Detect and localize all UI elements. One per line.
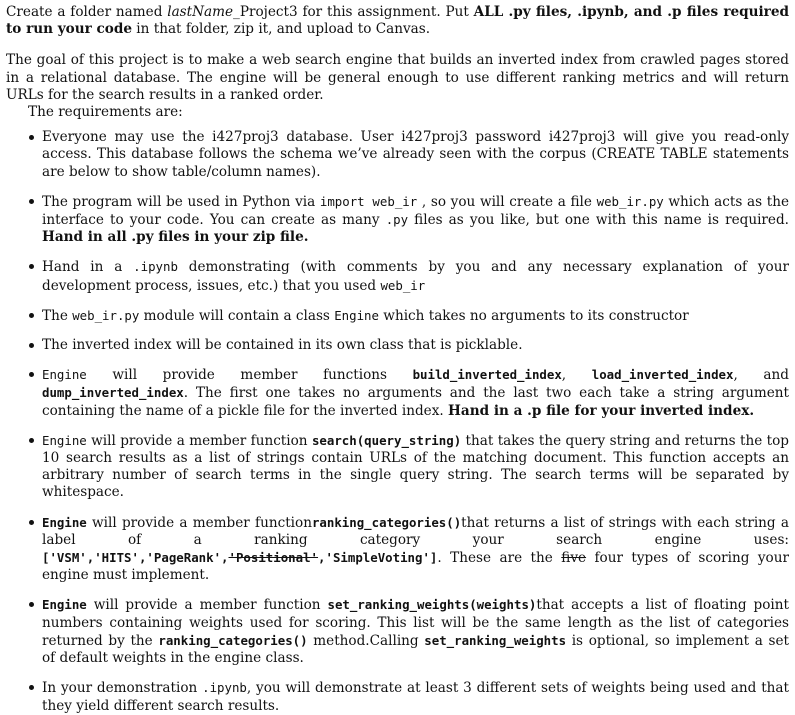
list-item (42, 514, 789, 585)
item-text: will provide a member function (86, 432, 312, 449)
item-text: . These are the (437, 550, 562, 567)
code-span: Engine (334, 307, 379, 323)
item-text: files as you like, but one with this name is required. (408, 212, 789, 229)
intro-text-2: _Project3 for this assignment. Put (233, 4, 474, 20)
code-span: set_ranking_weights(weights) (327, 597, 537, 613)
list-item (42, 337, 789, 354)
code-span: .py (385, 212, 409, 228)
code-span: build_inverted_index (412, 367, 562, 383)
code-span: search(query_string) (311, 432, 462, 448)
item-text: that takes the query string and returns the top 10 search results as a list of strings contain URLs of the matching document. This function accepts an arbitrary number of search terms in the single query string. The search terms will be separated by whitespace. (42, 432, 789, 501)
code-span: dump_inverted_index (42, 385, 184, 401)
intro-text: Create a folder named (6, 4, 168, 20)
item-text: , so you will create a file (417, 193, 597, 210)
code-span: web_ir.py (72, 307, 140, 323)
item-text: which takes no arguments to its constructor (378, 307, 689, 324)
code-span: set_ranking_weights (424, 632, 567, 648)
item-text: module will contain a class (139, 307, 335, 324)
list-item (42, 366, 789, 420)
goal-paragraph: The goal of this project is to make a web search engine that builds an inverted index from crawled pages stored in a relational database. The engine will be general enough to use different ranking metrics and will return URLs for the search results in a ranked order. (6, 52, 789, 103)
list-item (42, 129, 789, 181)
strikethrough-text: five (561, 550, 587, 567)
item-text: . The first one takes no arguments and the last two each take a string argument containing the name of a pickle file for the inverted index. (42, 385, 789, 419)
item-text: , and (733, 367, 789, 384)
item-text: is optional, so implement a set of default weights in the engine class. (42, 632, 789, 667)
code-span: Engine (42, 367, 87, 383)
code-span: .ipynb (133, 259, 178, 275)
list-item (42, 432, 789, 502)
code-span: Engine (42, 514, 87, 530)
item-text: , (561, 367, 592, 384)
code-span: Engine (42, 432, 87, 448)
intro-lastname: lastName (167, 4, 234, 20)
item-text: The (42, 307, 73, 324)
list-item (42, 596, 789, 667)
item-text: which acts as the interface to your code. You can create as many (42, 193, 790, 229)
code-span: import web_ir (319, 193, 418, 209)
code-span: Engine (42, 597, 87, 613)
bold-text: Hand in all .py files in your zip file. (42, 229, 309, 246)
strikethrough-code: 'Positional' (228, 550, 319, 566)
list-item (42, 258, 789, 294)
list-item (42, 193, 789, 247)
bold-text: Hand in a .p file for your inverted index. (448, 402, 755, 419)
item-text: four types of scoring your engine must implement. (42, 550, 789, 584)
code-span: web_ir.py (596, 193, 664, 209)
code-span: ['VSM','HITS','PageRank', (42, 550, 229, 566)
code-span: load_inverted_index (591, 367, 734, 383)
item-text: will provide member functions (86, 367, 413, 384)
code-span: ,'SimpleVoting'] (318, 550, 438, 566)
code-span: web_ir (380, 277, 426, 293)
item-text: method.Calling (307, 632, 425, 649)
item-text: Everyone may use the i427proj3 database. User i427proj3 password i427proj3 will give you read-only access. This database follows the schema we’ve already seen with the corpus (CREATE TABLE statements are below to show table/column names). (42, 129, 789, 180)
intro-bold: ALL .py files, .ipynb, and .p files required to run your code (6, 4, 789, 38)
item-text: that returns a list of strings with each string a label of a ranking category your search engine uses: (42, 514, 789, 548)
item-text: Hand in a (42, 259, 134, 276)
code-span: .ipynb (202, 680, 247, 696)
item-text: , you will demonstrate at least 3 different sets of weights being used and that they yield different search results. (42, 680, 789, 714)
item-text: In your demonstration (42, 680, 203, 697)
intro-paragraph (6, 4, 789, 38)
intro-text-end: in that folder, zip it, and upload to Canvas. (131, 21, 431, 38)
requirements-list (6, 129, 789, 714)
item-text: demonstrating (with comments by you and any necessary explanation of your development process, issues, etc.) that you used (42, 259, 789, 294)
requirements-heading: The requirements are: (28, 104, 183, 121)
code-span: ranking_categories() (311, 514, 462, 530)
item-text: will provide a member function (86, 514, 312, 531)
list-item (42, 307, 789, 325)
list-item (42, 679, 789, 714)
code-span: ranking_categories() (158, 632, 308, 648)
item-text: will provide a member function (86, 597, 328, 614)
item-text: that accepts a list of floating point numbers containing weights used for scoring. This list will be the same length as the list of categories returned by the (42, 597, 789, 649)
item-text: The inverted index will be contained in its own class that is picklable. (42, 337, 523, 354)
item-text: The program will be used in Python via (42, 193, 320, 210)
